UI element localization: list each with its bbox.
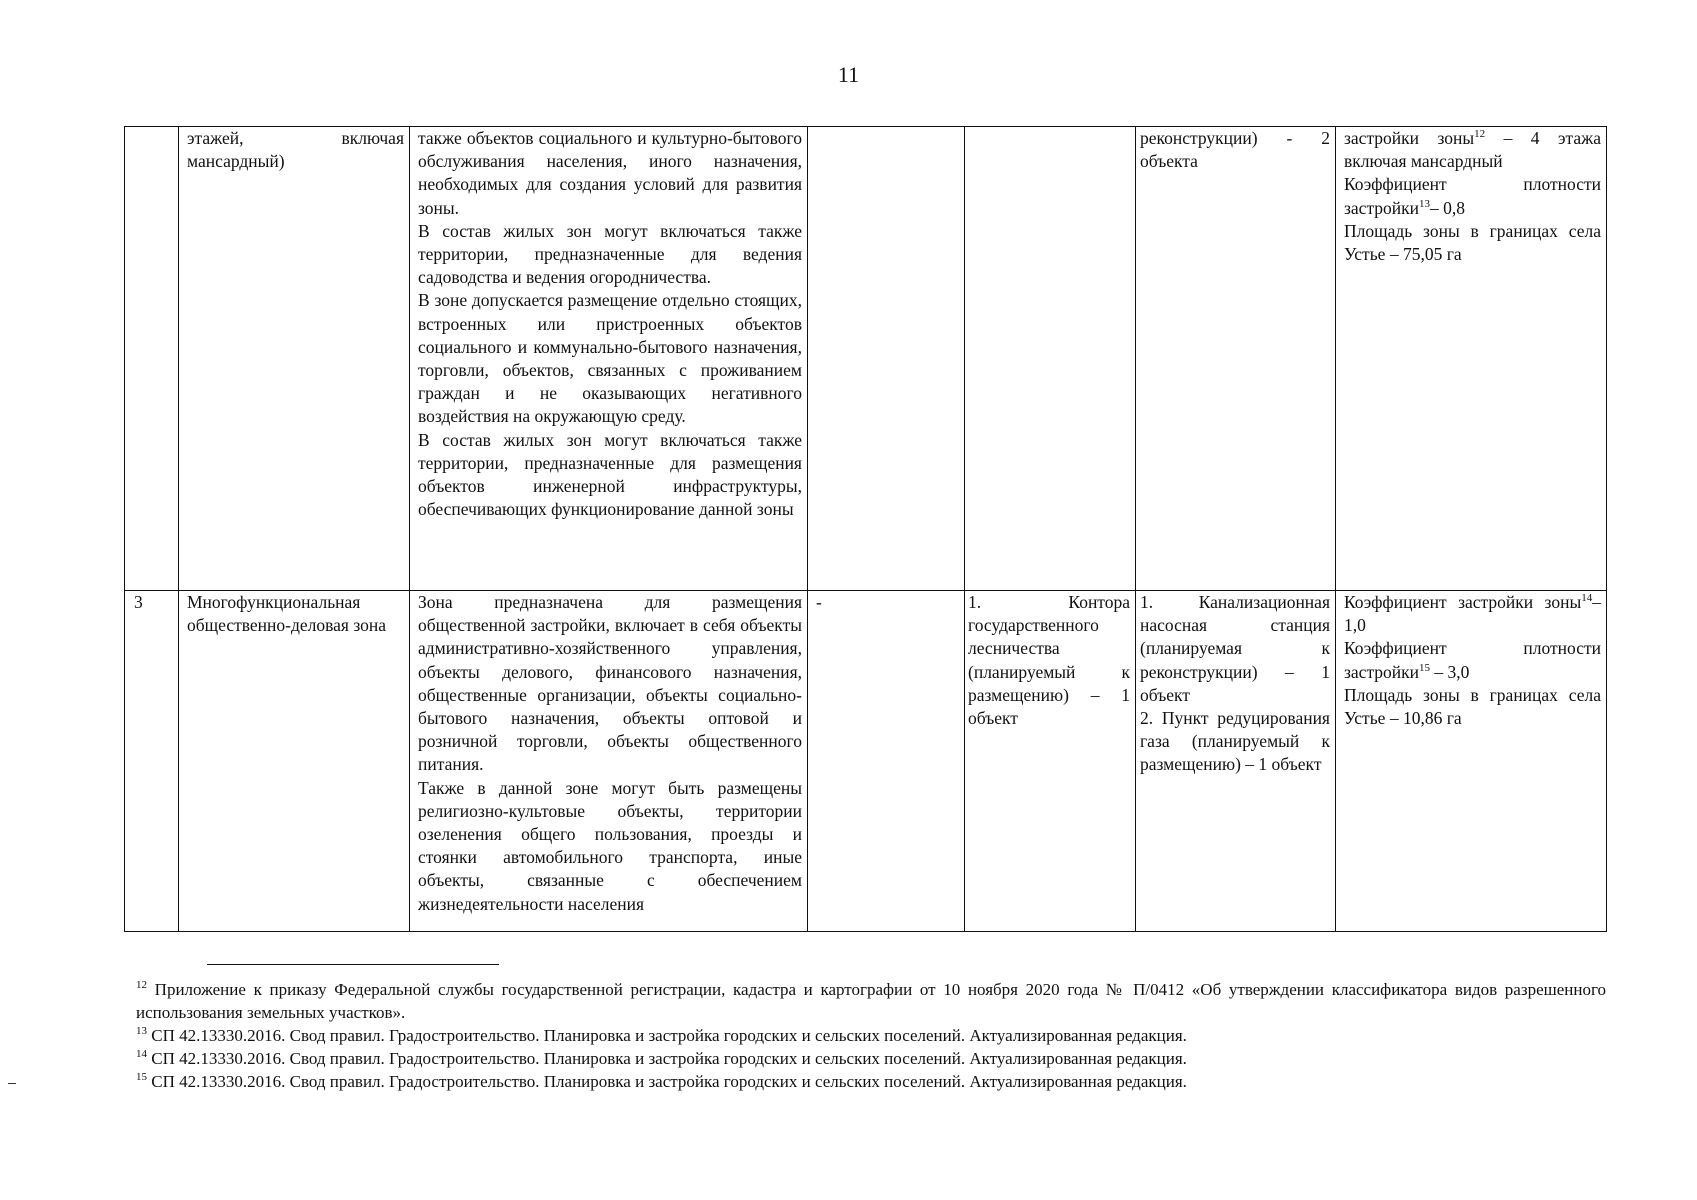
- parameter-line: Коэффициент плотности застройки$^{15}$ – 3,0: [1344, 638, 1601, 682]
- footnote: $^{12}$ Приложение к приказу Федеральной службы государственной регистрации, кадастра и картографии от 10 ноября 2020 года № П/0412 «Об утверждении классификатора видов разрешенного использования земельных участков».: [136, 979, 1606, 1022]
- table-row: [125, 127, 1607, 591]
- footnote: $^{13}$ СП 42.13330.2016. Свод правил. Градостроительство. Планировка и застройка городских и сельских поселений. Актуализированная редакция.: [136, 1025, 1187, 1045]
- column-6-cell: [1136, 127, 1336, 591]
- column-6-cell: [1136, 591, 1336, 932]
- zone-parameters-cell: [1336, 127, 1607, 591]
- column-4-cell: -: [808, 591, 965, 932]
- page-number: 11: [837, 62, 860, 87]
- footnote: $^{14}$ СП 42.13330.2016. Свод правил. Градостроительство. Планировка и застройка городских и сельских поселений. Актуализированная редакция.: [136, 1048, 1187, 1068]
- zone-name-cell: [179, 591, 410, 932]
- zones-table: [124, 126, 1607, 932]
- description-paragraph: В зоне допускается размещение отдельно стоящих, встроенных или пристроенных объектов социального и коммунально-бытового назначения, торговли, объектов, связанных с проживанием граждан и не оказывающих негативного воздействия на окружающую среду.: [418, 290, 802, 427]
- object-entry: 1. Контора государственного лесничества (планируемый к размещению) – 1 объект: [968, 592, 1130, 729]
- description-paragraph: В состав жилых зон могут включаться также территории, предназначенные для размещения объектов инженерной инфраструктуры, обеспечивающих функционирование данной зоны: [418, 429, 802, 520]
- footnote-ref: 12: [1474, 128, 1486, 140]
- parameter-line: Площадь зоны в границах села Устье – 10,86 га: [1344, 684, 1601, 729]
- parameter-line: застройки зоны$^{12}$ – 4 этажа включая мансардный: [1344, 128, 1601, 172]
- column-5-cell: [965, 127, 1136, 591]
- footnote-mark: 12: [136, 979, 147, 991]
- parameter-line: Коэффициент плотности застройки$^{13}$– 0,8: [1344, 174, 1601, 218]
- zone-parameters-cell: [1336, 591, 1607, 932]
- parameter-line: Коэффициент застройки зоны$^{14}$– 1,0: [1344, 592, 1601, 636]
- zone-name: Многофункциональная общественно-деловая зона: [187, 592, 387, 636]
- column-5-cell: [965, 591, 1136, 932]
- scan-edge-mark: [8, 1083, 16, 1084]
- description-paragraph: Зона предназначена для размещения общественной застройки, включает в себя объекты административно-хозяйственного управления, объекты делового, финансового назначения, общественные организации, объекты социально-бытового назначения, объекты оптовой и розничной торговли, объекты общественного питания.: [418, 592, 802, 775]
- zone-name-cell: [179, 127, 410, 591]
- object-entry: 2. Пункт редуцирования газа (планируемый к размещению) – 1 объект: [1140, 708, 1330, 775]
- zone-name: этажей, включая мансардный): [187, 128, 404, 172]
- zone-number-cell: [125, 127, 179, 591]
- parameter-line: Площадь зоны в границах села Устье – 75,05 га: [1344, 220, 1601, 265]
- zone-description-cell: [410, 591, 808, 932]
- column-4-cell: [808, 127, 965, 591]
- description-paragraph: В состав жилых зон могут включаться также территории, предназначенные для ведения садоводства и ведения огородничества.: [418, 220, 802, 288]
- footnote-mark: 13: [136, 1025, 147, 1037]
- footnote-mark: 15: [136, 1071, 147, 1083]
- footnote-ref: 13: [1419, 197, 1431, 210]
- object-entry: реконструкции) - 2 объекта: [1140, 128, 1330, 172]
- footnote: $^{15}$ СП 42.13330.2016. Свод правил. Градостроительство. Планировка и застройка городских и сельских поселений. Актуализированная редакция.: [136, 1071, 1187, 1091]
- footnote-ref: 14: [1581, 592, 1593, 604]
- footnote-mark: 14: [136, 1048, 147, 1060]
- footnote-separator: [207, 964, 499, 965]
- description-paragraph: Также в данной зоне могут быть размещены религиозно-культовые объекты, территории озеленения общего пользования, проезды и стоянки автомобильного транспорта, иные объекты, связанные с обеспечением жизнедеятельности населения: [418, 777, 802, 914]
- zone-number-cell: 3: [125, 591, 179, 932]
- table-row: [125, 591, 1607, 932]
- footnotes: [136, 978, 1606, 1093]
- object-entry: 1. Канализационная насосная станция (планируемая к реконструкции) – 1 объект: [1140, 592, 1330, 705]
- zone-description-cell: [410, 127, 808, 591]
- description-paragraph: также объектов социального и культурно-бытового обслуживания населения, иного назначения, необходимых для создания условий для развития зоны.: [418, 128, 802, 218]
- footnote-ref: 15: [1419, 661, 1431, 674]
